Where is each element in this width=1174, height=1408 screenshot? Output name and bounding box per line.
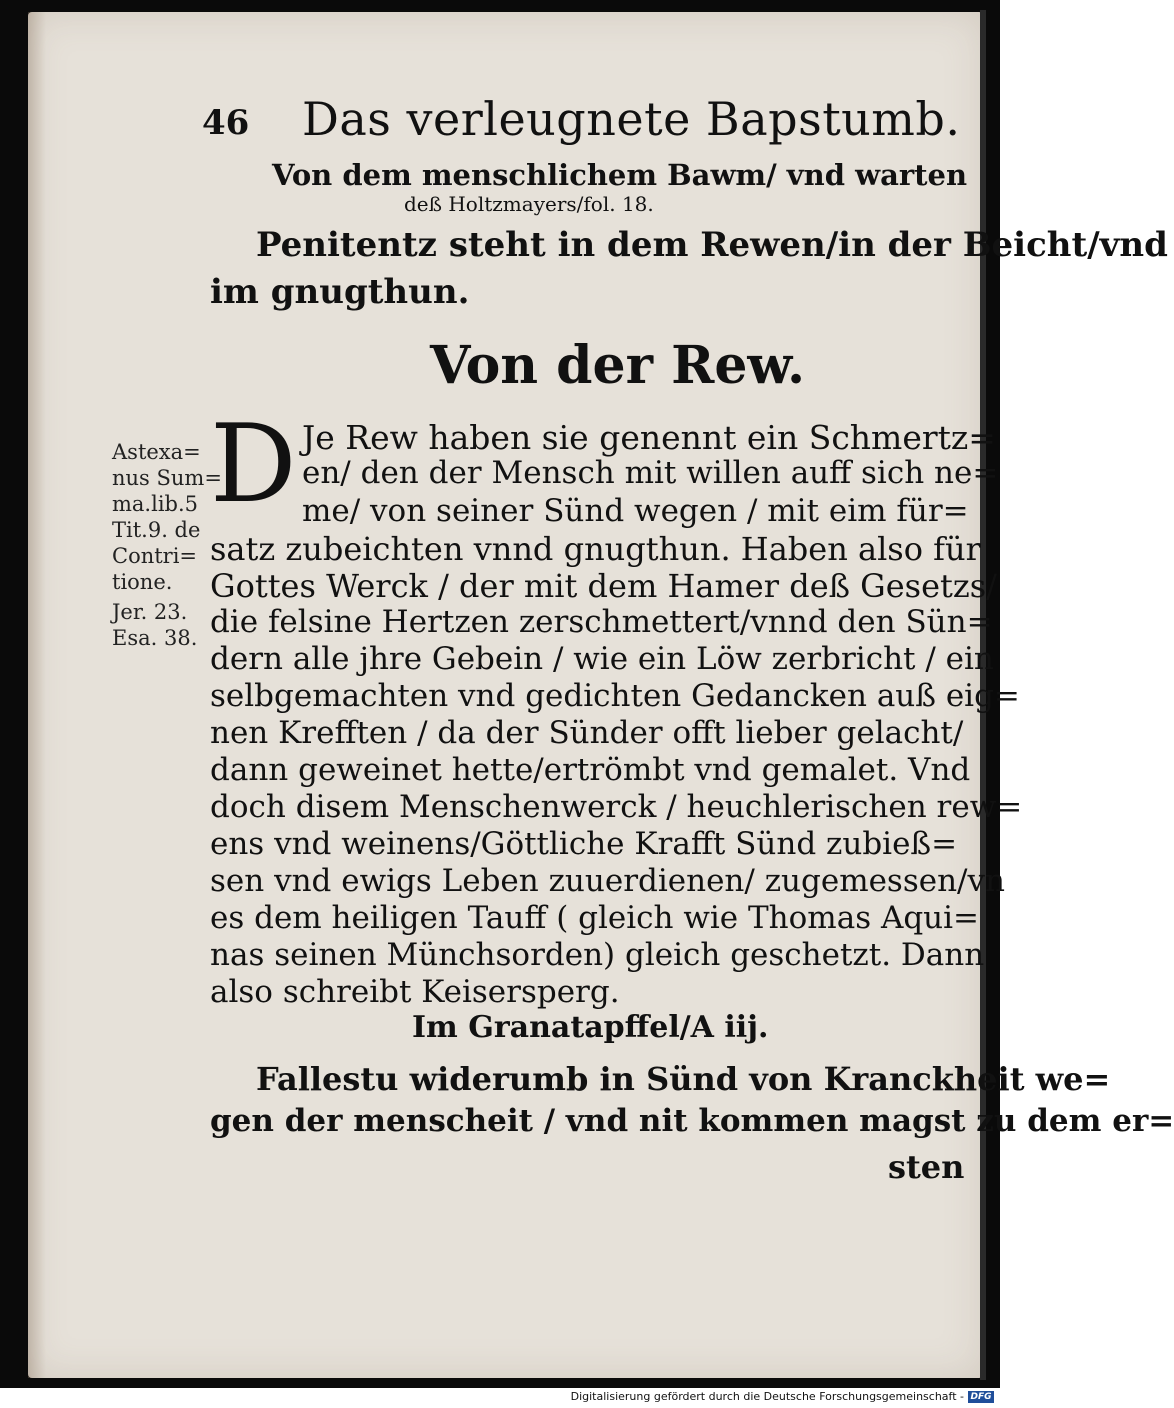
- margin-note-line: Tit.9. de: [112, 518, 201, 542]
- subheading-line-2: deß Holtzmayers/fol. 18.: [404, 192, 654, 216]
- body-line: Je Rew haben sie genennt ein Schmertz=: [302, 418, 996, 457]
- margin-note-line: Astexa=: [112, 440, 201, 464]
- body-line: ens vnd weinens/Göttliche Krafft Sünd zubieß=: [210, 826, 958, 862]
- body-line: doch disem Menschenwerck / heuchlerischen rew=: [210, 789, 1023, 825]
- subheading-line-1: Von dem menschlichem Bawm/ vnd warten: [272, 158, 968, 192]
- body-line: nas seinen Münchsorden) gleich geschetzt. Dann: [210, 937, 985, 973]
- body-line: die felsine Hertzen zerschmettert/vnnd den Sün=: [210, 604, 993, 640]
- quote-line: Fallestu widerumb in Sünd von Kranckheit we=: [256, 1060, 1111, 1098]
- catchword: sten: [888, 1148, 965, 1186]
- intro-line-2: im gnugthun.: [210, 272, 470, 312]
- intro-line-1: Penitentz steht in dem Rewen/in der Beicht/vnd: [256, 225, 1168, 265]
- body-line: satz zubeichten vnnd gnugthun. Haben also für: [210, 530, 981, 568]
- page-number: 46: [202, 103, 250, 143]
- running-title: Das verleugnete Bapstumb.: [302, 92, 961, 146]
- body-line: Gottes Werck / der mit dem Hamer deß Gesetzs/: [210, 567, 997, 605]
- body-line: en/ den der Mensch mit willen auff sich ne=: [302, 455, 999, 491]
- dfg-logo-icon: DFG: [968, 1391, 994, 1403]
- body-line: me/ von seiner Sünd wegen / mit eim für=: [302, 493, 969, 529]
- margin-note-line: nus Sum=: [112, 466, 222, 490]
- margin-note-line: Esa. 38.: [112, 626, 198, 650]
- body-line: also schreibt Keisersperg.: [210, 974, 620, 1010]
- page-gutter-shadow: [28, 12, 46, 1378]
- margin-note-line: tione.: [112, 570, 173, 594]
- body-line: selbgemachten vnd gedichten Gedancken auß eig=: [210, 678, 1020, 714]
- margin-note-line: Contri=: [112, 544, 198, 568]
- footer-credit: Digitalisierung gefördert durch die Deutsche Forschungsgemeinschaft -: [570, 1390, 964, 1403]
- body-line: dann geweinet hette/ertrömbt vnd gemalet. Vnd: [210, 752, 971, 788]
- quote-line: gen der menscheit / vnd nit kommen magst zu dem er=: [210, 1103, 1174, 1139]
- body-line: sen vnd ewigs Leben zuuerdienen/ zugemessen/vn: [210, 863, 1005, 899]
- body-line: dern alle jhre Gebein / wie ein Löw zerbricht / ein: [210, 641, 994, 677]
- quote-heading: Im Granatapffel/A iij.: [412, 1010, 769, 1045]
- body-line: nen Krefften / da der Sünder offt lieber gelacht/: [210, 715, 964, 751]
- margin-note-line: ma.lib.5: [112, 492, 199, 516]
- margin-note-line: Jer. 23.: [112, 600, 188, 624]
- drop-cap-initial: D: [210, 402, 297, 527]
- body-line: es dem heiligen Tauff ( gleich wie Thomas Aqui=: [210, 900, 980, 936]
- section-heading: Von der Rew.: [430, 335, 806, 396]
